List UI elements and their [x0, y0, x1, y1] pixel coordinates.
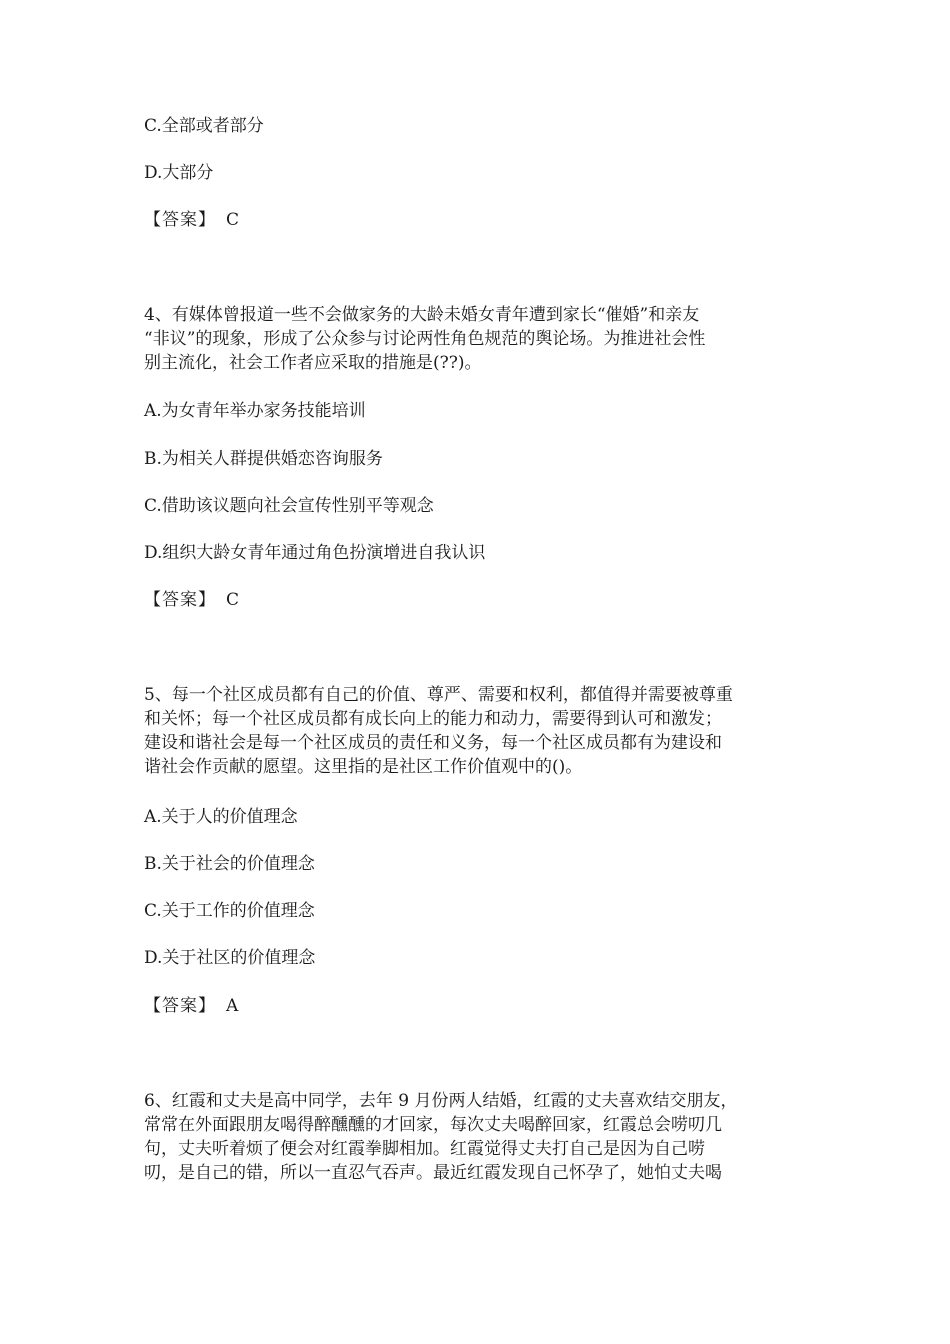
q4-option-b: B.为相关人群提供婚恋咨询服务 — [144, 449, 383, 469]
q4-stem-line: 别主流化，社会工作者应采取的措施是(??)。 — [144, 353, 482, 373]
q4-stem-line: 4、有媒体曾报道一些不会做家务的大龄未婚女青年遭到家长“催婚”和亲友 — [144, 305, 700, 325]
q4-answer — [144, 589, 804, 611]
q4-option-d: D.组织大龄女青年通过角色扮演增进自我认识 — [144, 543, 486, 563]
q5-stem-line: 谐社会作贡献的愿望。这里指的是社区工作价值观中的()。 — [144, 757, 583, 777]
q5-stem-line: 建设和谐社会是每一个社区成员的责任和义务，每一个社区成员都有为建设和 — [144, 733, 722, 753]
q5-option-c: C.关于工作的价值理念 — [144, 901, 315, 921]
q6-stem-line: 叨，是自己的错，所以一直忍气吞声。最近红霞发现自己怀孕了，她怕丈夫喝 — [144, 1163, 722, 1183]
answer-value: C — [226, 210, 240, 230]
q6-stem-line: 常常在外面跟朋友喝得醉醺醺的才回家，每次丈夫喝醉回家，红霞总会唠叨几 — [144, 1115, 722, 1135]
answer-value: C — [226, 590, 240, 610]
q6-stem-line: 6、红霞和丈夫是高中同学，去年 9 月份两人结婚，红霞的丈夫喜欢结交朋友， — [144, 1091, 738, 1111]
q5-stem-line: 和关怀；每一个社区成员都有成长向上的能力和动力，需要得到认可和激发； — [144, 709, 722, 729]
q5-stem-line: 5、每一个社区成员都有自己的价值、尊严、需要和权利，都值得并需要被尊重 — [144, 685, 733, 705]
q4-stem-line: “非议”的现象，形成了公众参与讨论两性角色规范的舆论场。为推进社会性 — [144, 329, 706, 349]
q5-stem — [144, 683, 806, 779]
q5-option-b: B.关于社会的价值理念 — [144, 854, 315, 874]
q6-stem-line: 句，丈夫听着烦了便会对红霞拳脚相加。红霞觉得丈夫打自己是因为自己唠 — [144, 1139, 705, 1159]
q4-option-a: A.为女青年举办家务技能培训 — [144, 401, 366, 421]
q5-answer — [144, 995, 804, 1017]
q3-option-c: C.全部或者部分 — [144, 116, 264, 136]
q6-stem — [144, 1089, 806, 1185]
q5-option-a: A.关于人的价值理念 — [144, 807, 298, 827]
q4-option-c: C.借助该议题向社会宣传性别平等观念 — [144, 496, 434, 516]
answer-label: 【答案】 — [144, 996, 216, 1016]
q5-option-d: D.关于社区的价值理念 — [144, 948, 316, 968]
answer-label: 【答案】 — [144, 210, 216, 230]
answer-label: 【答案】 — [144, 590, 216, 610]
q4-stem — [144, 303, 806, 375]
q3-option-d: D.大部分 — [144, 163, 214, 183]
q3-answer — [144, 209, 804, 231]
answer-value: A — [226, 996, 239, 1016]
